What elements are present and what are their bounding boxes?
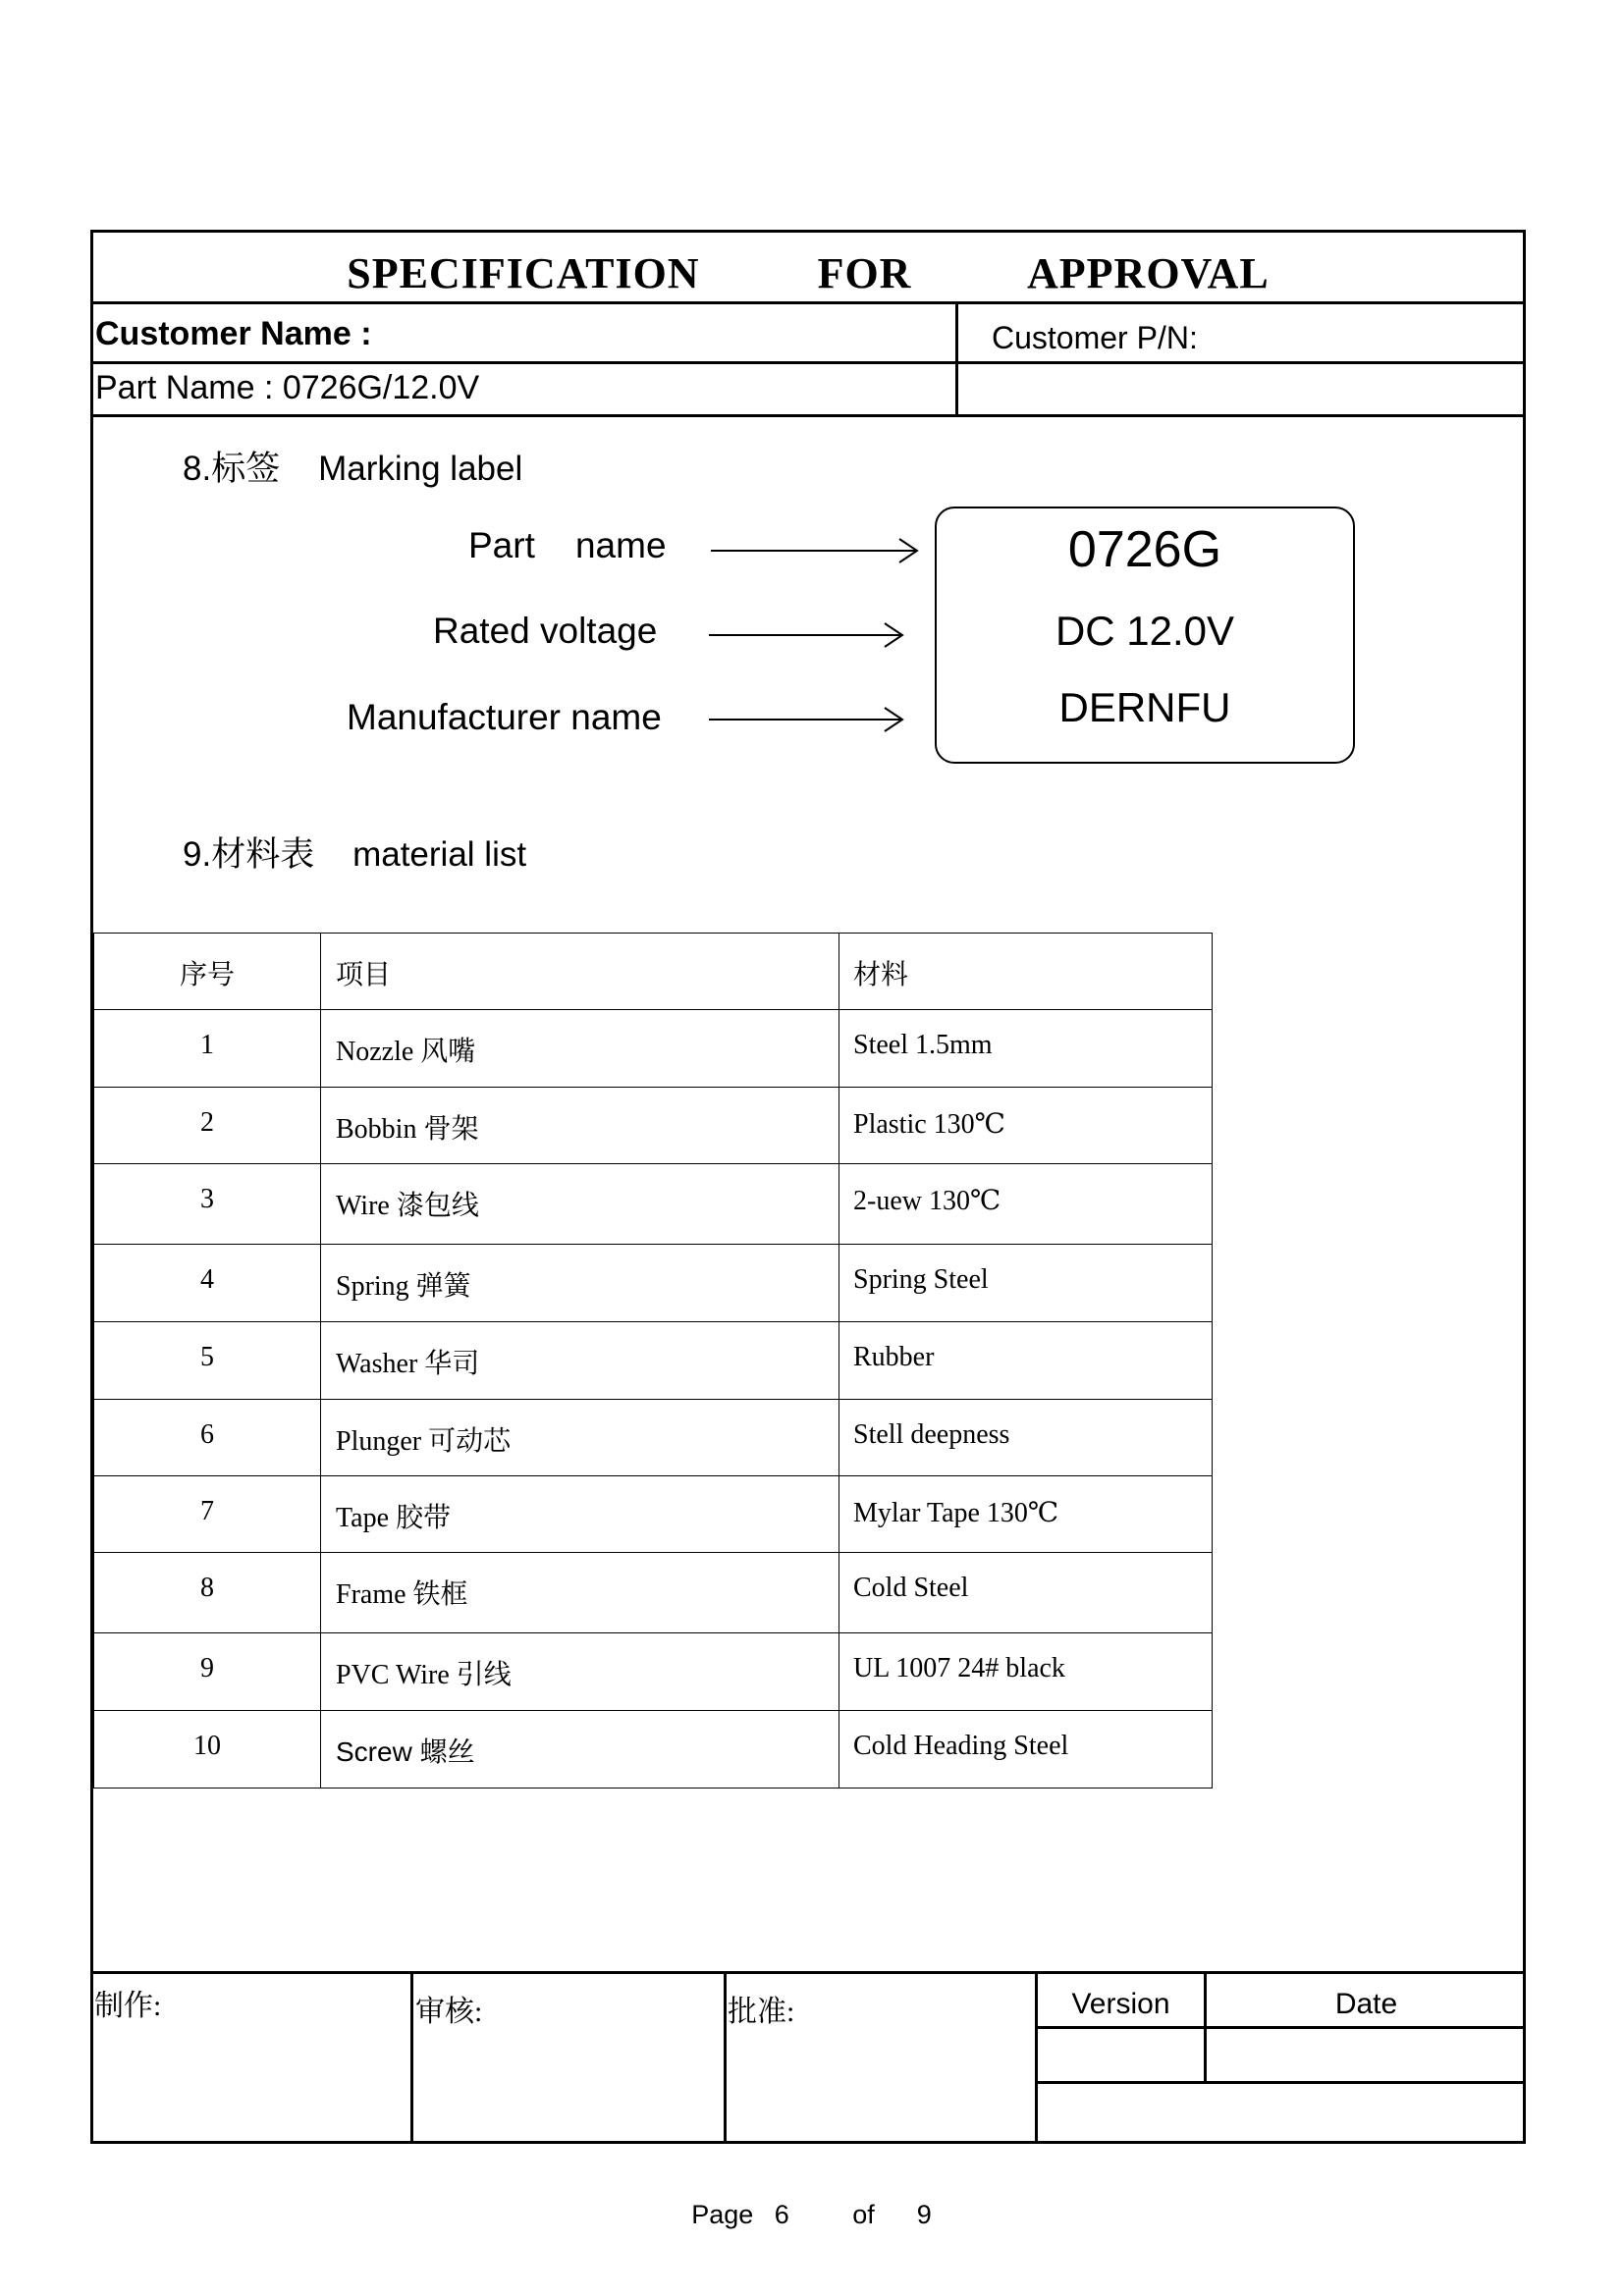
row-material: Rubber bbox=[839, 1322, 1213, 1400]
row-number: 4 bbox=[94, 1245, 321, 1322]
date-label: Date bbox=[1334, 1988, 1398, 2020]
made-by-label: 制作: bbox=[94, 1990, 162, 2022]
table-row bbox=[94, 1711, 1213, 1789]
table-row bbox=[94, 1010, 1213, 1088]
column-header-item: 项目 bbox=[321, 934, 839, 1010]
row-item: Plunger 可动芯 bbox=[321, 1400, 839, 1476]
marking-label-box bbox=[935, 507, 1355, 764]
table-row bbox=[94, 1553, 1213, 1633]
part-name-label: Part Name : 0726G/12.0V bbox=[95, 369, 480, 406]
column-header-material: 材料 bbox=[839, 934, 1213, 1010]
marking-label-rated-voltage: Rated voltage bbox=[433, 611, 658, 651]
row-number: 1 bbox=[94, 1010, 321, 1088]
table-row bbox=[94, 1164, 1213, 1245]
row-number: 3 bbox=[94, 1164, 321, 1245]
footer-top-rule bbox=[90, 1971, 1526, 1974]
document-title: SPECIFICATION FOR APPROVAL bbox=[347, 249, 1270, 297]
table-row bbox=[94, 1088, 1213, 1164]
arrow-rated-voltage bbox=[709, 620, 907, 650]
table-row bbox=[94, 1633, 1213, 1711]
column-header-number: 序号 bbox=[94, 934, 321, 1010]
row-material: Steel 1.5mm bbox=[839, 1010, 1213, 1088]
row-item: Screw 螺丝 bbox=[321, 1711, 839, 1789]
label-voltage-value: DC 12.0V bbox=[1055, 608, 1235, 654]
row-item: Bobbin 骨架 bbox=[321, 1088, 839, 1164]
version-label: Version bbox=[1071, 1988, 1170, 2020]
row-material: Cold Heading Steel bbox=[839, 1711, 1213, 1789]
row-number: 2 bbox=[94, 1088, 321, 1164]
approved-by-label: 批准: bbox=[728, 1996, 795, 2028]
marking-label-part-name: Part name bbox=[468, 525, 667, 565]
table-row bbox=[94, 1400, 1213, 1476]
arrow-manufacturer bbox=[709, 705, 907, 734]
row-item: Tape 胶带 bbox=[321, 1476, 839, 1553]
row-number: 6 bbox=[94, 1400, 321, 1476]
material-table bbox=[93, 933, 1213, 1789]
arrow-part-name bbox=[711, 536, 922, 565]
row-number: 8 bbox=[94, 1553, 321, 1633]
row-material: Cold Steel bbox=[839, 1553, 1213, 1633]
row-material: UL 1007 24# black bbox=[839, 1633, 1213, 1711]
row-material: Spring Steel bbox=[839, 1245, 1213, 1322]
row-number: 10 bbox=[94, 1711, 321, 1789]
footer-version-rule-2 bbox=[1035, 2081, 1526, 2084]
footer-divider-2 bbox=[724, 1971, 727, 2144]
customer-pn-label: Customer P/N: bbox=[992, 320, 1198, 355]
label-part-name-value: 0726G bbox=[1067, 521, 1222, 578]
title-divider bbox=[90, 301, 1526, 304]
row-item: PVC Wire 引线 bbox=[321, 1633, 839, 1711]
customer-name-label: Customer Name : bbox=[95, 315, 372, 352]
table-row bbox=[94, 1476, 1213, 1553]
row-item: Frame 铁框 bbox=[321, 1553, 839, 1633]
row-material: 2-uew 130℃ bbox=[839, 1164, 1213, 1245]
row-material: Stell deepness bbox=[839, 1400, 1213, 1476]
reviewed-by-label: 审核: bbox=[415, 1996, 483, 2028]
marking-section-title: 8.标签 Marking label bbox=[183, 450, 523, 488]
table-row bbox=[94, 1245, 1213, 1322]
customer-divider bbox=[90, 361, 1526, 364]
row-item: Nozzle 风嘴 bbox=[321, 1010, 839, 1088]
row-item: Wire 漆包线 bbox=[321, 1164, 839, 1245]
table-header-row bbox=[94, 934, 1213, 1010]
label-manufacturer-value: DERNFU bbox=[1058, 684, 1231, 730]
row-item: Spring 弹簧 bbox=[321, 1245, 839, 1322]
header-column-divider bbox=[955, 301, 958, 415]
page-number: Page 6 of 9 bbox=[691, 2200, 932, 2229]
part-divider bbox=[90, 414, 1526, 417]
row-number: 7 bbox=[94, 1476, 321, 1553]
row-item: Washer 华司 bbox=[321, 1322, 839, 1400]
table-row bbox=[94, 1322, 1213, 1400]
footer-divider-1 bbox=[410, 1971, 413, 2144]
row-number: 9 bbox=[94, 1633, 321, 1711]
row-material: Plastic 130℃ bbox=[839, 1088, 1213, 1164]
row-number: 5 bbox=[94, 1322, 321, 1400]
row-material: Mylar Tape 130℃ bbox=[839, 1476, 1213, 1553]
material-section-title: 9.材料表 material list bbox=[183, 835, 527, 874]
marking-label-manufacturer: Manufacturer name bbox=[347, 697, 662, 737]
footer-version-rule-1 bbox=[1035, 2026, 1526, 2029]
